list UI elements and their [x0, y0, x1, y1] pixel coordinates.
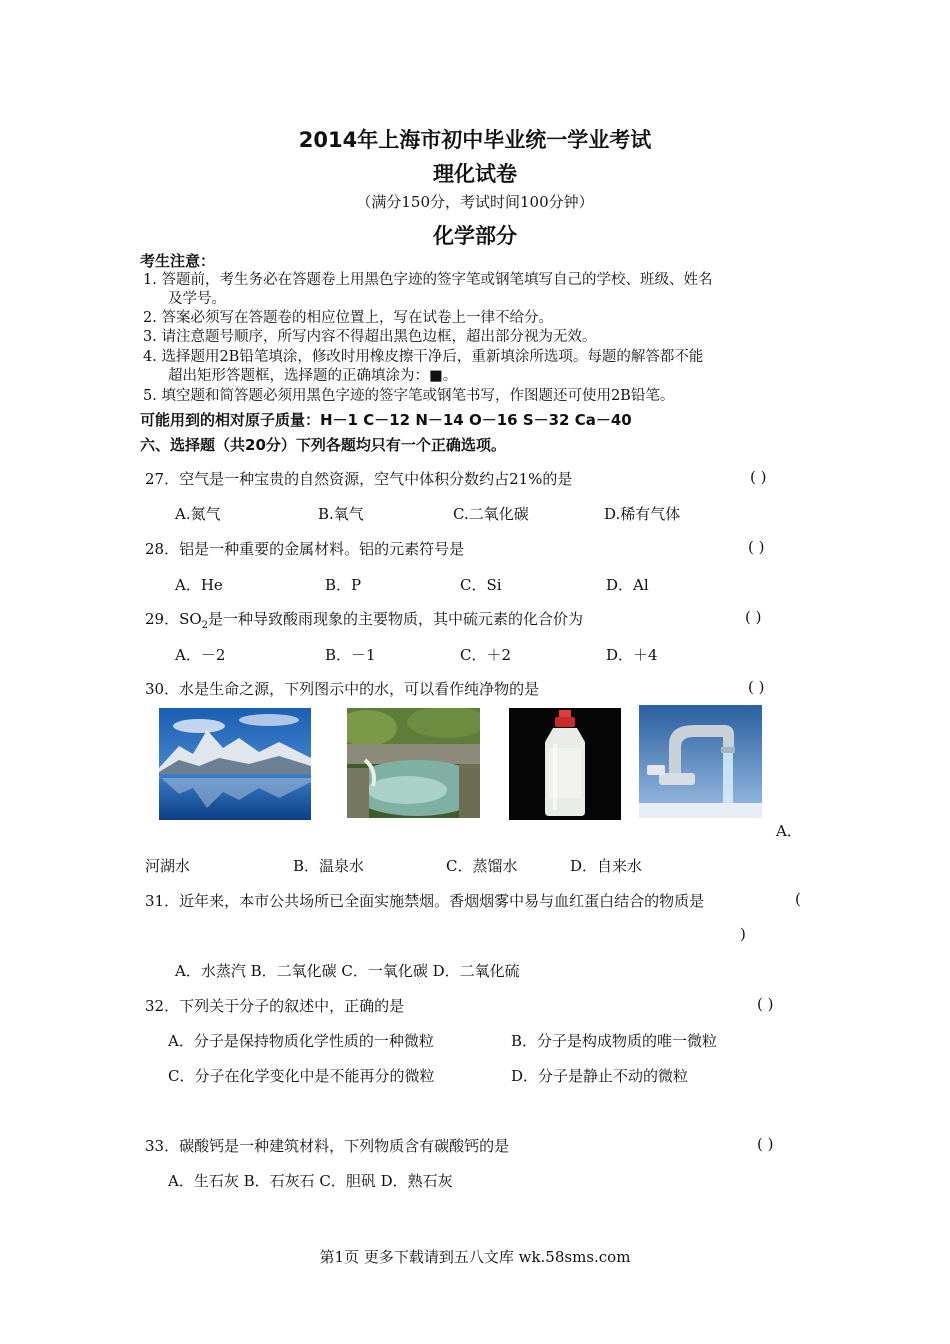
notice-item-3: 3. 请注意题号顺序，所写内容不得超出黑色边框，超出部分视为无效。 [143, 329, 597, 345]
q31-options: A．水蒸汽 B．二氧化碳 C．一氧化碳 D．二氧化硫 [175, 962, 520, 980]
notice-item-4: 4. 选择题用2B铅笔填涂，修改时用橡皮擦干净后，重新填涂所选项。每题的解答都不能 [143, 349, 704, 365]
notice-item-4-cont: 超出矩形答题框，选择题的正确填涂为：■。 [168, 368, 458, 384]
notice-item-1: 1. 答题前，考生务必在答题卷上用黑色字迹的签字笔或钢笔填写自己的学校、班级、姓名 [143, 272, 713, 288]
answer-blank-30: ( ) [748, 678, 765, 696]
q32-option-b: B．分子是构成物质的唯一微粒 [511, 1032, 718, 1050]
question-29: 29．$SO_2$是一种导致酸雨现象的主要物质，其中硫元素的化合价为 [145, 610, 584, 631]
answer-blank-31-close: ) [740, 925, 746, 943]
answer-blank-32: ( ) [757, 995, 774, 1013]
q27-option-a: A.氮气 [175, 505, 221, 523]
q30-option-c: C．蒸馏水 [446, 857, 518, 875]
answer-blank-31-open: ( [795, 890, 801, 908]
question-30: 30．水是生命之源，下列图示中的水，可以看作纯净物的是 [145, 680, 540, 698]
distilled-water-bottle-image [509, 708, 621, 820]
exam-info: （满分150分，考试时间100分钟） [356, 193, 594, 211]
q28-option-a: A．He [175, 576, 223, 594]
q29-option-d: D．＋4 [606, 646, 658, 664]
page-footer: 第1页 更多下载请到五八文库 wk.58sms.com [319, 1248, 631, 1266]
notice-item-5: 5. 填空题和简答题必须用黑色字迹的签字笔或钢笔书写，作图题还可使用2B铅笔。 [143, 388, 675, 404]
question-32: 32．下列关于分子的叙述中，正确的是 [145, 997, 405, 1015]
answer-blank-33: ( ) [757, 1135, 774, 1153]
exam-title: 2014年上海市初中毕业统一学业考试 [298, 128, 652, 152]
q30-option-a-label: A． [776, 822, 802, 840]
question-33: 33．碳酸钙是一种建筑材料，下列物质含有碳酸钙的是 [145, 1137, 510, 1155]
q27-option-d: D.稀有气体 [604, 505, 681, 523]
notice-heading: 考生注意： [140, 252, 216, 270]
q27-option-c: C.二氧化碳 [453, 505, 529, 523]
q32-option-a: A．分子是保持物质化学性质的一种微粒 [168, 1032, 434, 1050]
q28-option-d: D．Al [606, 576, 649, 594]
question-31: 31．近年来，本市公共场所已全面实施禁烟。香烟烟雾中易与血红蛋白结合的物质是 [145, 892, 705, 910]
tap-water-image [639, 705, 762, 818]
notice-item-2: 2. 答案必须写在答题卷的相应位置上，写在试卷上一律不给分。 [143, 310, 553, 326]
answer-blank-29: ( ) [745, 608, 762, 626]
q29-option-a: A．－2 [175, 646, 226, 664]
q30-option-d: D．自来水 [570, 857, 643, 875]
q29-option-b: B．－1 [325, 646, 376, 664]
atomic-masses: 可能用到的相对原子质量：H－1 C－12 N－14 O－16 S－32 Ca－40 [140, 411, 632, 429]
lake-mountain-image [159, 708, 311, 820]
q28-option-c: C．Si [460, 576, 502, 594]
q32-option-d: D．分子是静止不动的微粒 [511, 1067, 689, 1085]
notice-item-1-cont: 及学号。 [168, 291, 226, 307]
section-heading: 化学部分 [433, 224, 517, 248]
answer-blank-28: ( ) [748, 538, 765, 556]
q29-option-c: C．＋2 [460, 646, 512, 664]
section-six-title: 六、选择题（共20分）下列各题均只有一个正确选项。 [140, 436, 506, 454]
exam-subtitle: 理化试卷 [433, 162, 517, 186]
q28-option-b: B．P [325, 576, 362, 594]
q33-options: A．生石灰 B．石灰石 C．胆矾 D．熟石灰 [168, 1172, 453, 1190]
q32-option-c: C．分子在化学变化中是不能再分的微粒 [168, 1067, 435, 1085]
answer-blank-27: ( ) [750, 468, 767, 486]
q27-option-b: B.氧气 [318, 505, 364, 523]
hot-spring-image [347, 708, 480, 818]
question-27: 27．空气是一种宝贵的自然资源，空气中体积分数约占21%的是 [145, 470, 573, 488]
question-28: 28．铝是一种重要的金属材料。铝的元素符号是 [145, 540, 465, 558]
q30-option-a: 河湖水 [145, 857, 191, 875]
q30-option-b: B．温泉水 [293, 857, 365, 875]
